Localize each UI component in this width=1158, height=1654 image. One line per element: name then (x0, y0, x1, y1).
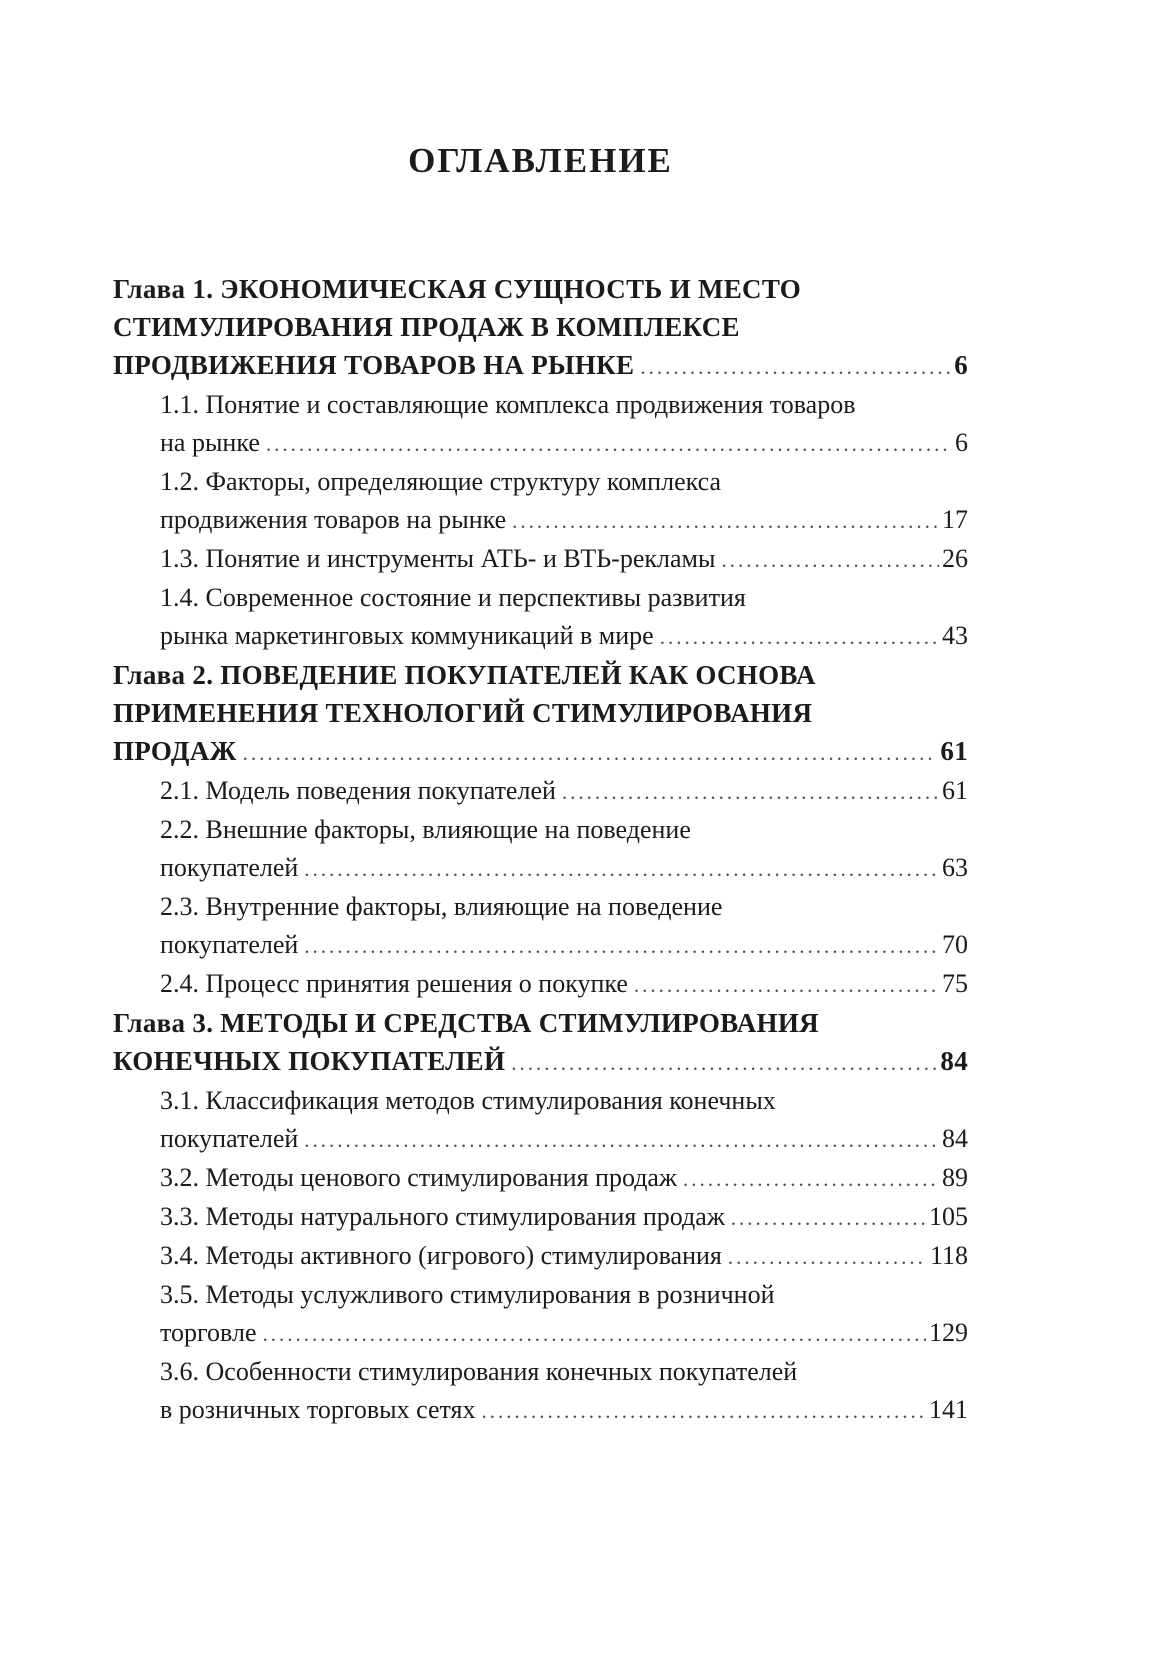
chapter-heading-leader-line (113, 1042, 968, 1082)
chapter-heading-text: ПРОДВИЖЕНИЯ ТОВАРОВ НА РЫНКЕ (113, 350, 635, 380)
toc-entry (160, 1159, 968, 1198)
toc-chapter-2 (113, 656, 968, 1004)
entry-leader-line (160, 501, 968, 540)
dot-leader (683, 1160, 939, 1198)
entry-text: покупателей (160, 930, 299, 959)
entry-page-number: 70 (942, 930, 968, 959)
dot-leader (721, 541, 939, 579)
chapter-page-number: 84 (940, 1046, 968, 1076)
entry-page-number: 118 (929, 1241, 968, 1270)
entry-text: 2.4. Процесс принятия решения о покупке (160, 969, 628, 998)
entry-leader-line (160, 424, 968, 463)
dot-leader (512, 502, 939, 540)
entry-text-line: 1.2. Факторы, определяющие структуру комплекса (160, 467, 721, 496)
dot-leader (634, 966, 939, 1004)
chapter-entries (160, 386, 968, 656)
toc-entry (160, 463, 968, 540)
toc-entry (160, 965, 968, 1004)
dot-leader (304, 850, 939, 888)
entry-text: покупателей (160, 1124, 299, 1153)
entry-text: рынка маркетинговых коммуникаций в мире (160, 621, 654, 650)
chapter-heading-line: Глава 3. МЕТОДЫ И СРЕДСТВА СТИМУЛИРОВАНИЯ (113, 1008, 819, 1038)
toc-entry (160, 579, 968, 656)
entry-page-number: 6 (955, 428, 968, 457)
toc-entry (160, 772, 968, 811)
toc-entry (160, 1237, 968, 1276)
dot-leader (640, 348, 951, 386)
toc-entry (160, 1082, 968, 1159)
toc-list (113, 270, 968, 1430)
entry-page-number: 43 (942, 621, 968, 650)
entry-text: торговле (160, 1318, 257, 1347)
entry-text-line: 2.3. Внутренние факторы, влияющие на поведение (160, 892, 723, 921)
entry-text: 3.2. Методы ценового стимулирования продаж (160, 1163, 677, 1192)
dot-leader (728, 1238, 927, 1276)
entry-text: 3.3. Методы натурального стимулирования продаж (160, 1202, 725, 1231)
entry-text: в розничных торговых сетях (160, 1395, 476, 1424)
entry-leader-line (160, 617, 968, 656)
entry-page-number: 17 (942, 505, 968, 534)
entry-page-number: 105 (929, 1202, 968, 1231)
dot-leader (562, 773, 939, 811)
entry-page-number: 26 (942, 544, 968, 573)
entry-text-line: 3.6. Особенности стимулирования конечных покупателей (160, 1357, 798, 1386)
entry-leader-line (160, 965, 968, 1004)
toc-entry (160, 386, 968, 463)
dot-leader (304, 927, 939, 965)
entry-text: 3.4. Методы активного (игрового) стимулирования (160, 1241, 722, 1270)
chapter-heading-text: КОНЕЧНЫХ ПОКУПАТЕЛЕЙ (113, 1046, 506, 1076)
entry-page-number: 75 (942, 969, 968, 998)
toc-entry (160, 1276, 968, 1353)
entry-page-number: 89 (942, 1163, 968, 1192)
entry-leader-line (160, 1237, 968, 1276)
entry-leader-line (160, 849, 968, 888)
toc-entry (160, 1198, 968, 1237)
entry-text: на рынке (160, 428, 260, 457)
entry-leader-line (160, 926, 968, 965)
chapter-entries (160, 772, 968, 1004)
dot-leader (660, 618, 939, 656)
entry-leader-line (160, 1391, 968, 1430)
entry-leader-line (160, 1314, 968, 1353)
entry-text-line: 2.2. Внешние факторы, влияющие на поведение (160, 815, 691, 844)
dot-leader (266, 425, 952, 463)
entry-text: продвижения товаров на рынке (160, 505, 507, 534)
chapter-heading-leader-line (113, 346, 968, 386)
toc-entry (160, 888, 968, 965)
chapter-heading-line: СТИМУЛИРОВАНИЯ ПРОДАЖ В КОМПЛЕКСЕ (113, 312, 740, 342)
toc-entry (160, 540, 968, 579)
entry-page-number: 61 (942, 776, 968, 805)
entry-leader-line (160, 1198, 968, 1237)
chapter-page-number: 61 (940, 736, 968, 766)
entry-text-line: 3.5. Методы услужливого стимулирования в розничной (160, 1280, 775, 1309)
entry-text-line: 1.4. Современное состояние и перспективы развития (160, 583, 746, 612)
entry-text: 1.3. Понятие и инструменты АТЬ- и ВТЬ-рекламы (160, 544, 716, 573)
toc-entry (160, 1353, 968, 1430)
chapter-heading-line: Глава 2. ПОВЕДЕНИЕ ПОКУПАТЕЛЕЙ КАК ОСНОВА (113, 660, 816, 690)
entry-page-number: 129 (929, 1318, 968, 1347)
entry-text-line: 3.1. Классификация методов стимулирования конечных (160, 1086, 776, 1115)
entry-page-number: 84 (942, 1124, 968, 1153)
toc-chapter-3 (113, 1004, 968, 1430)
entry-page-number: 63 (942, 853, 968, 882)
entry-leader-line (160, 540, 968, 579)
entry-text: 2.1. Модель поведения покупателей (160, 776, 556, 805)
chapter-heading-text: ПРОДАЖ (113, 736, 237, 766)
dot-leader (304, 1121, 939, 1159)
dot-leader (482, 1392, 927, 1430)
toc-chapter-1 (113, 270, 968, 656)
chapter-heading-line: Глава 1. ЭКОНОМИЧЕСКАЯ СУЩНОСТЬ И МЕСТО (113, 274, 802, 304)
entry-leader-line (160, 772, 968, 811)
chapter-entries (160, 1082, 968, 1430)
chapter-heading-line: ПРИМЕНЕНИЯ ТЕХНОЛОГИЙ СТИМУЛИРОВАНИЯ (113, 698, 813, 728)
entry-leader-line (160, 1120, 968, 1159)
entry-text-line: 1.1. Понятие и составляющие комплекса продвижения товаров (160, 390, 856, 419)
dot-leader (243, 734, 938, 772)
chapter-page-number: 6 (954, 350, 968, 380)
dot-leader (262, 1315, 926, 1353)
dot-leader (731, 1199, 926, 1237)
dot-leader (511, 1044, 937, 1082)
toc-entry (160, 811, 968, 888)
chapter-heading-leader-line (113, 732, 968, 772)
entry-text: покупателей (160, 853, 299, 882)
page-title: ОГЛАВЛЕНИЕ (408, 141, 673, 180)
entry-leader-line (160, 1159, 968, 1198)
entry-page-number: 141 (929, 1395, 968, 1424)
